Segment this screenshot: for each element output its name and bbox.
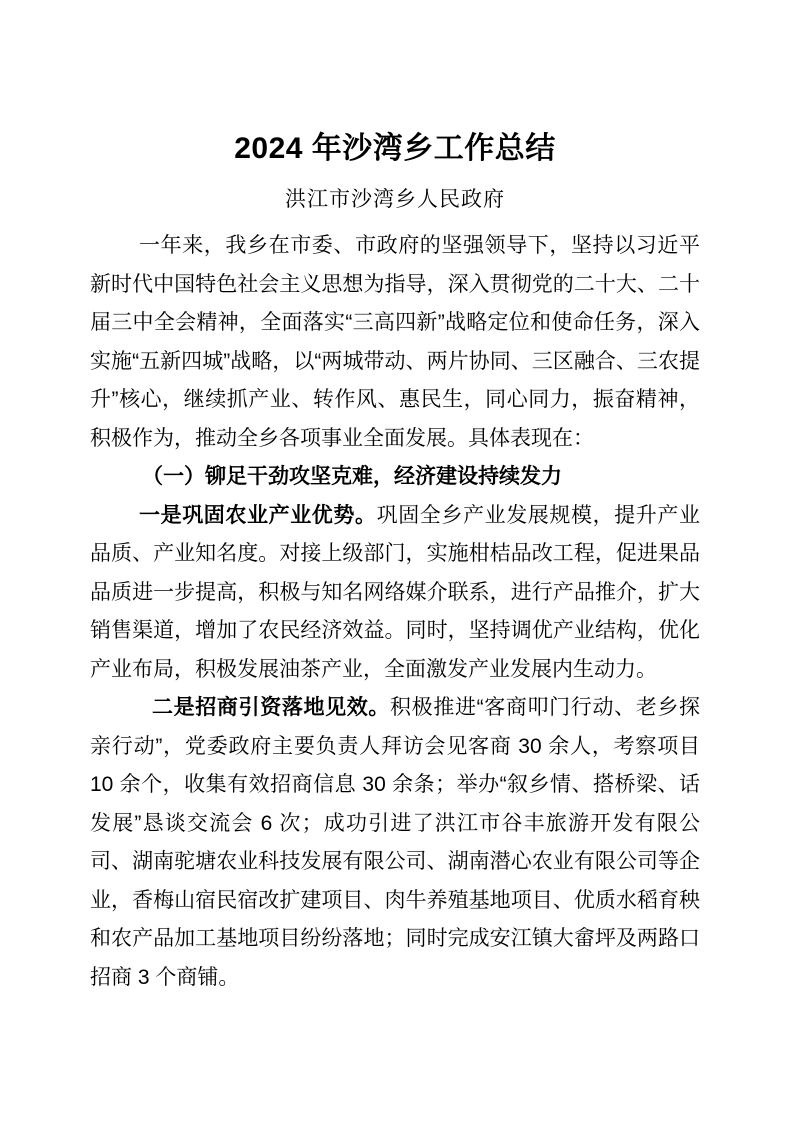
text-segment: 二是招商引资落地见效。 bbox=[152, 696, 391, 719]
section-heading bbox=[90, 458, 700, 497]
paragraph bbox=[90, 689, 700, 997]
document-title: 2024 年沙湾乡工作总结 bbox=[234, 132, 556, 165]
text-segment: 巩固全乡产业发展规模，提升产业品质、产业知名度。对接上级部门，实施柑桔品改工程，促进果品品质进一步提高，积极与知名网络媒介联系，进行产品推介，扩大销售渠道，增加了农民经济效益。同时，坚持调优产业结构，优化产业布局，积极发展油茶产业，全面激发产业发展内生动力。 bbox=[90, 503, 701, 681]
text-segment: 一是巩固农业产业优势。 bbox=[139, 503, 377, 527]
document-subtitle: 洪江市沙湾乡人民政府 bbox=[285, 188, 505, 211]
text-segment: 一年来，我乡在市委、市政府的坚强领导下，坚持以习近平新时代中国特色社会主义思想为指导，深入贯彻党的二十大、二十届三中全会精神，全面落实“三高四新”战略定位和使命任务，深入实施“五新四城”战略，以“两城带动、两片协同、三区融合、三农提升”核心，继续抓产业、转作风、惠民生，同心同力，振奋精神，积极作为，推动全乡各项事业全面发展。具体表现在： bbox=[90, 234, 700, 450]
paragraph bbox=[90, 497, 700, 690]
paragraph bbox=[90, 227, 700, 458]
document-body bbox=[90, 227, 700, 997]
text-segment: （一）铆足干劲攻坚克难，经济建设持续发力 bbox=[142, 465, 562, 488]
text-segment: 积极推进“客商叩门行动、老乡探亲行动”，党委政府主要负责人拜访会见客商 30 余人，考察项目 10 余个，收集有效招商信息 30 余条；举办“叙乡情、搭桥梁、话发展”恳谈交流会 6 次；成功引进了洪江市谷丰旅游开发有限公司、湖南驼塘农业科技发展有限公司、湖南潜心农业有限公司等企业，香梅山宿民宿改扩建项目、肉牛养殖基地项目、优质水稻育秧和农产品加工基地项目纷纷落地；同时完成安江镇大畲坪及两路口招商 3 个商铺。 bbox=[90, 696, 700, 989]
